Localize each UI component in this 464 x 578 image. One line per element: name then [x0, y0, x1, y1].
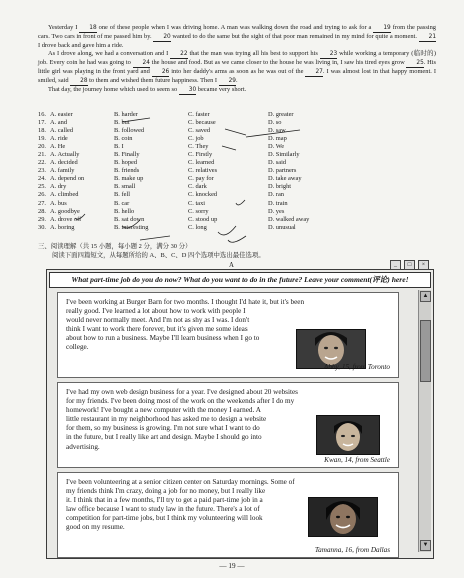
comment-card-tamanna: [57, 472, 399, 558]
comment-card-kwan: [57, 382, 399, 468]
comment-signature: Tamanna, 16, from Dallas: [314, 546, 390, 554]
option-a: A. ride: [50, 135, 68, 143]
cloze-passage: [38, 24, 436, 95]
question-number: 17.: [38, 119, 46, 127]
option-d: D. said: [268, 159, 287, 167]
option-a: A. called: [50, 127, 74, 135]
option-b: B. hoped: [114, 159, 138, 167]
scroll-down-arrow-icon[interactable]: ▼: [420, 540, 431, 551]
option-b: B. car: [114, 199, 130, 207]
passage-text: I drove back and gave him a ride.: [38, 42, 124, 50]
option-c: C. Firstly: [188, 151, 213, 159]
comment-line: in the future, but I really like art and design. Maybe I should go into: [66, 433, 262, 442]
passage-letter: A: [229, 262, 234, 269]
option-c: C. job: [188, 135, 204, 143]
option-c: C. They: [188, 143, 209, 151]
section-instruction: 阅读下面四篇短文，从每题所给的 A、B、C、D 四个选项中选出最佳选项。: [52, 252, 265, 259]
option-c: C. sorry: [188, 207, 209, 215]
option-b: B. followed: [114, 127, 145, 135]
option-row: [38, 111, 438, 119]
comment-signature: Kwan, 14, from Seattle: [324, 456, 390, 464]
option-d: D. bright: [268, 183, 292, 191]
option-b: B. small: [114, 183, 136, 191]
comment-line: my friends think I'm crazy, doing a job for no money, but I really like: [66, 487, 266, 496]
passage-text: . I was almost lost in that happy moment. I smiled, said: [38, 68, 436, 85]
question-number: 27.: [38, 199, 46, 207]
option-b: B. hello: [114, 207, 135, 215]
blank-21: 21: [419, 33, 436, 42]
passage-text: became very short.: [197, 86, 247, 94]
option-a: A. and: [50, 119, 68, 127]
option-d: D. ran: [268, 191, 284, 199]
passage-text: that the man was trying all his best to support his: [189, 50, 318, 58]
question-number: 23.: [38, 167, 46, 175]
comment-line: about how to run a business. Maybe I'll learn business when I go to: [66, 334, 260, 343]
passage-text: into her daddy's arms as soon as he was out of the: [171, 68, 304, 76]
option-row: [38, 200, 438, 208]
passage-text: to them and wished them future happiness. Then I: [89, 77, 217, 85]
comment-line: it. I think that in a few months, I'll try to get a paid part-time job in a: [66, 496, 263, 505]
passage-text: . His little girl was playing in the front yard and: [38, 59, 437, 76]
option-row: [38, 183, 438, 191]
forum-banner: What part-time job do you do now? What do you want to do in the future? Leave your comment(评论) here!: [49, 272, 431, 288]
option-d: D. take away: [268, 175, 302, 183]
option-c: C. long: [188, 223, 207, 231]
vertical-scrollbar[interactable]: [418, 290, 431, 552]
option-c: C. stood up: [188, 215, 218, 223]
window-controls: [390, 260, 429, 269]
option-b: B. fell: [114, 191, 130, 199]
option-b: B. I: [114, 143, 124, 151]
question-number: 25.: [38, 183, 46, 191]
passage-text: the house and food. But as we came closer to the house he was living in, I saw his tired eyes grow: [151, 59, 405, 67]
comment-card-abby: [57, 292, 399, 378]
question-number: 19.: [38, 135, 46, 143]
passage-text: wanted to do the same but the sight of that poor man remained in my mind for quite a moment.: [172, 33, 417, 41]
blank-25: 25: [406, 59, 423, 68]
comment-line: would never normally meet. And I'm not as shy as I was. I don't: [66, 316, 250, 325]
option-a: A. climbed: [50, 191, 79, 199]
option-d: D. so: [268, 119, 282, 127]
question-number: 28.: [38, 207, 46, 215]
blank-29: 29: [219, 77, 236, 86]
passage-text: Yesterday I: [48, 24, 78, 31]
option-d: D. map: [268, 135, 287, 143]
blank-24: 24: [133, 59, 150, 68]
question-number: 30.: [38, 223, 46, 231]
blank-20: 20: [153, 33, 170, 42]
blank-28: 28: [70, 77, 87, 86]
blank-22: 22: [170, 50, 187, 59]
option-row: [38, 175, 438, 183]
passage-text: As I drove along, we had a conversation and I: [48, 50, 169, 58]
question-number: 20.: [38, 143, 46, 151]
passage-text: while working a temporary (临时的) job. Every coin he had was going to: [38, 50, 436, 67]
option-a: A. dry: [50, 183, 67, 191]
option-row: [38, 191, 438, 199]
option-row: [38, 216, 438, 224]
option-b: B. interesting: [114, 223, 149, 231]
question-number: 29.: [38, 215, 46, 223]
option-row: [38, 143, 438, 151]
answer-options: [38, 111, 438, 232]
comment-text: [66, 388, 298, 452]
option-a: A. bus: [50, 199, 67, 207]
option-row: [38, 127, 438, 135]
question-number: 18.: [38, 127, 46, 135]
passage-text: one of these people when I was driving home. A man was walking down the road and trying to ask for a: [98, 24, 372, 31]
option-d: D. yes: [268, 207, 285, 215]
option-row: [38, 151, 438, 159]
option-a: A. Actually: [50, 151, 80, 159]
option-d: D. greater: [268, 111, 294, 118]
comment-signature: Abby, 15, from Toronto: [323, 363, 390, 371]
blank-26: 26: [152, 68, 169, 77]
option-b: B. make up: [114, 175, 144, 183]
option-d: D. saw: [268, 127, 286, 135]
option-row: [38, 119, 438, 127]
comment-line: little restaurant in my neighborhood has asked me to design a website: [66, 415, 267, 424]
maximize-button[interactable]: □: [404, 260, 415, 270]
comment-line: I've been working at Burger Barn for two months. I thought I'd hate it, but it's been: [66, 298, 305, 306]
option-a: A. decided: [50, 159, 78, 167]
comment-line: advertising.: [66, 442, 100, 451]
option-b: B. friends: [114, 167, 140, 175]
option-b: B. harder: [114, 111, 138, 118]
question-number: 16.: [38, 111, 46, 118]
option-a: A. family: [50, 167, 75, 175]
cloze-paragraph-1: [38, 24, 436, 50]
option-a: A. He: [50, 143, 66, 151]
scroll-thumb[interactable]: [420, 320, 431, 382]
comment-line: law office because I want to study law in the future. There's a lot of: [66, 505, 260, 514]
option-row: [38, 208, 438, 216]
comment-line: I've had my own web design business for a year. I've designed about 20 websites: [66, 388, 298, 396]
option-c: C. faster: [188, 111, 210, 118]
option-a: A. depend on: [50, 175, 85, 183]
option-d: D. Similarly: [268, 151, 300, 159]
comment-text: [66, 298, 304, 353]
cloze-paragraph-2: [38, 50, 436, 86]
option-d: D. We: [268, 143, 285, 151]
option-row: [38, 135, 438, 143]
option-a: A. drove off: [50, 215, 82, 223]
comment-line: homework! I've bought a new computer with the money I earned. A: [66, 406, 261, 415]
option-row: [38, 159, 438, 167]
comment-text: [66, 478, 295, 533]
question-number: 21.: [38, 151, 46, 159]
passage-text: from the passing cars. Two cars in front of me passed him by.: [38, 24, 436, 41]
comment-line: I've been volunteering at a senior citizen center on Saturday mornings. Some of: [66, 478, 295, 486]
blank-27: 27: [305, 68, 322, 77]
webpage-screenshot: [46, 262, 434, 559]
option-d: D. train: [268, 199, 288, 207]
option-d: D. unusual: [268, 223, 296, 231]
blank-19: 19: [373, 24, 390, 33]
option-c: C. because: [188, 119, 216, 127]
avatar-kwan: [316, 415, 380, 455]
option-row: [38, 167, 438, 175]
comment-line: really good. I've learned a lot about how to work with people I: [66, 307, 246, 316]
option-c: C. taxi: [188, 199, 206, 207]
page-number: — 19 —: [219, 562, 245, 570]
comment-line: for my friends. I've been doing most of the work on the weekends after I do my: [66, 397, 295, 406]
question-number: 22.: [38, 159, 46, 167]
option-d: D. partners: [268, 167, 297, 175]
comment-line: think I want to work there forever, but it's given me some ideas: [66, 325, 248, 334]
option-a: A. boring: [50, 223, 75, 231]
option-b: B. coin: [114, 135, 133, 143]
cloze-paragraph-3: [38, 86, 436, 95]
question-number: 24.: [38, 175, 46, 183]
scroll-up-arrow-icon[interactable]: ▲: [420, 291, 431, 302]
option-c: C. saved: [188, 127, 211, 135]
option-c: C. learned: [188, 159, 215, 167]
blank-18: 18: [79, 24, 96, 33]
option-c: C. relatives: [188, 167, 218, 175]
option-d: D. walked away: [268, 215, 310, 223]
comment-line: for them, so my business is growing. I'm not sure what I want to do: [66, 424, 260, 433]
option-c: C. pay for: [188, 175, 214, 183]
comment-line: competition for part-time jobs, but I think my volunteering will look: [66, 514, 263, 523]
minimize-button[interactable]: _: [390, 260, 401, 270]
option-a: A. goodbye: [50, 207, 80, 215]
option-b: B. Finally: [114, 151, 140, 159]
passage-text: That day, the journey home which used to seem so: [48, 86, 178, 94]
comment-line: good on my resume.: [66, 523, 125, 532]
section-heading: 三、阅读理解（共 15 小题，每小题 2 分，满分 30 分）: [38, 243, 192, 250]
option-a: A. easier: [50, 111, 73, 118]
close-button[interactable]: ×: [418, 260, 429, 270]
passage-text: .: [235, 77, 238, 85]
option-b: B. but: [114, 119, 130, 127]
avatar-tamanna: [308, 497, 378, 537]
blank-30: 30: [179, 86, 196, 95]
option-c: C. dark: [188, 183, 207, 191]
comment-line: college.: [66, 343, 89, 352]
option-row: [38, 224, 438, 232]
blank-23: 23: [320, 50, 337, 59]
option-c: C. knocked: [188, 191, 218, 199]
question-number: 26.: [38, 191, 46, 199]
option-b: B. sat down: [114, 215, 145, 223]
